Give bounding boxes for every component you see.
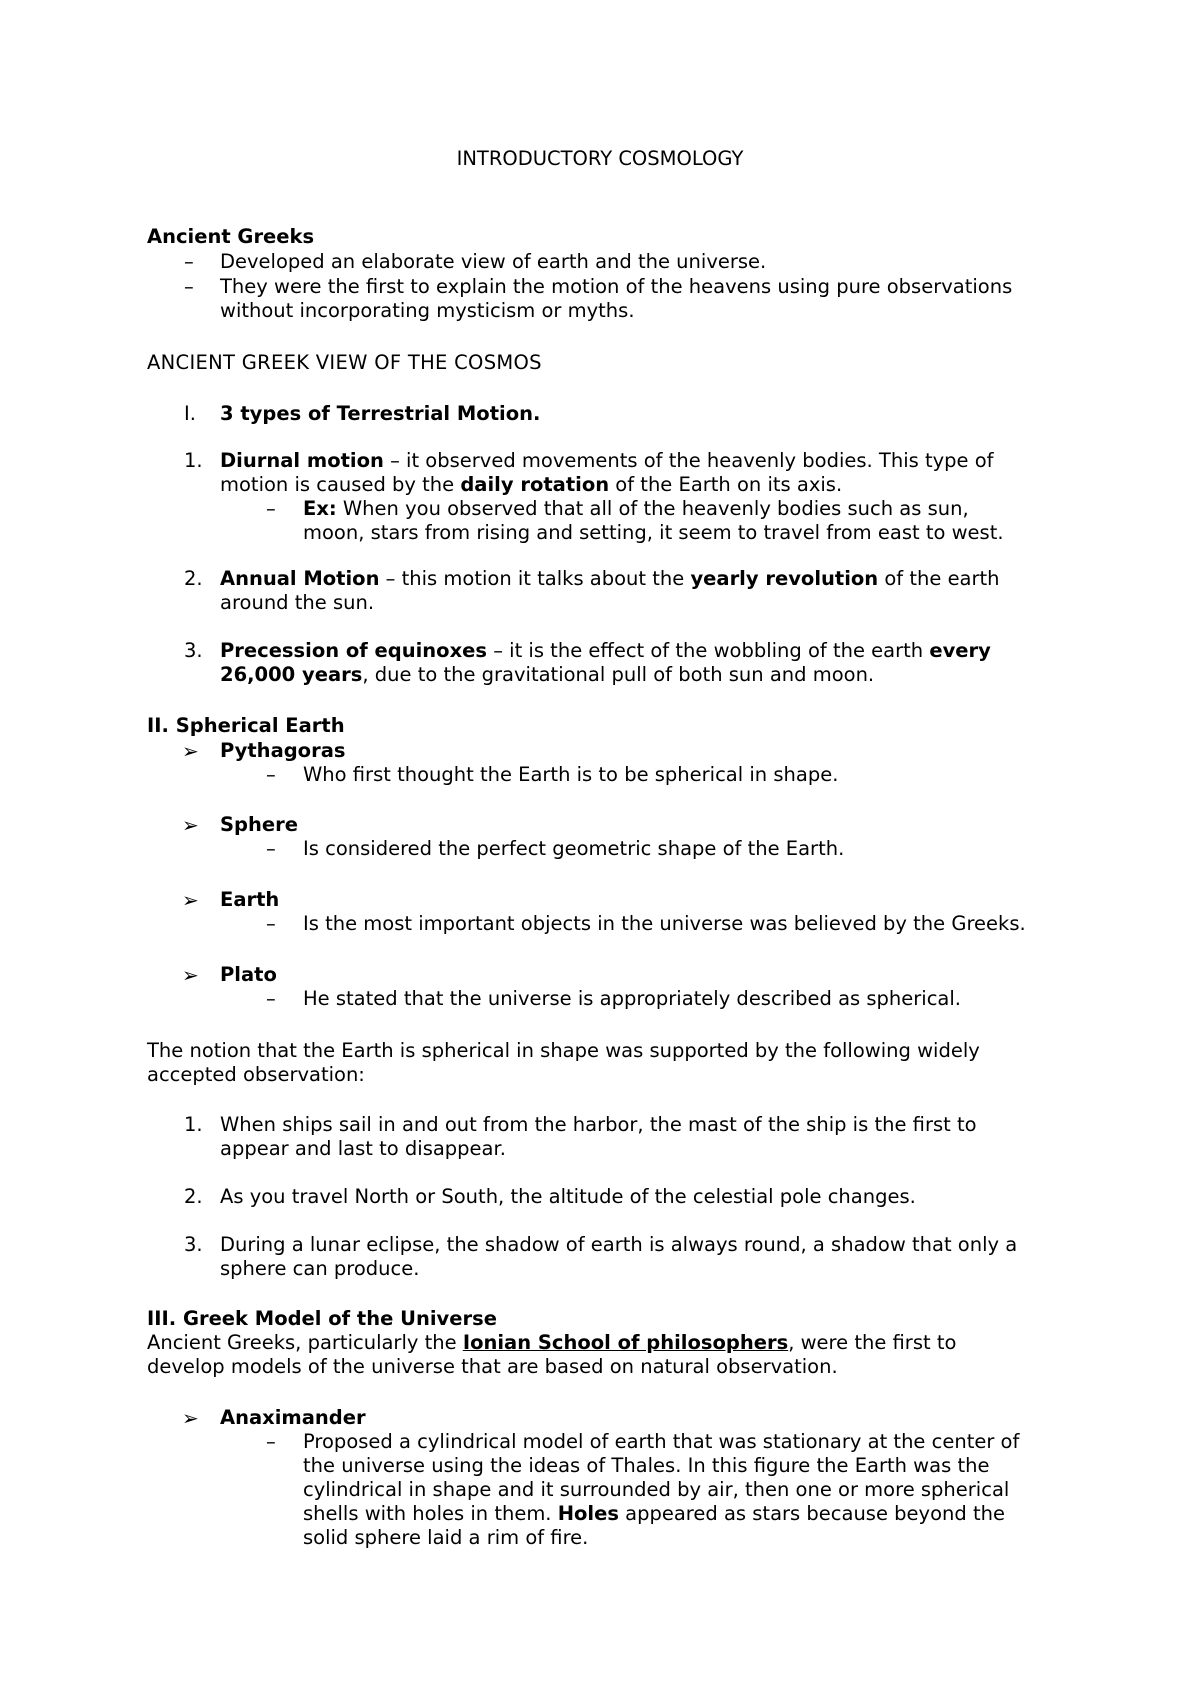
list-number: 3.	[184, 1233, 203, 1256]
list-item: During a lunar eclipse, the shadow of earth is always round, a shadow that only a	[220, 1233, 1018, 1256]
example-line: moon, stars from rising and setting, it seem to travel from east to west.	[303, 521, 1004, 544]
list-number: 2.	[184, 1185, 203, 1208]
list-item: sphere can produce.	[220, 1257, 420, 1280]
term: daily rotation	[460, 473, 610, 496]
paragraph-line: The notion that the Earth is spherical in shape was supported by the following widely	[147, 1039, 980, 1062]
item-name: Earth	[220, 888, 280, 911]
section-heading: III. Greek Model of the Universe	[147, 1307, 497, 1330]
text: of the earth	[878, 567, 1000, 590]
text: , due to the gravitational pull of both sun and moon.	[362, 663, 875, 686]
diurnal-line	[220, 449, 994, 473]
annual-line	[220, 567, 1000, 591]
text: When you observed that all of the heavenly bodies such as sun,	[336, 497, 969, 520]
chevron-icon: ➢	[182, 739, 199, 763]
chevron-icon: ➢	[182, 963, 199, 987]
example-label: Ex:	[303, 497, 337, 520]
dash-bullet: –	[266, 763, 276, 786]
dash-bullet: –	[184, 275, 194, 298]
term: yearly revolution	[690, 567, 879, 590]
list-item: appear and last to disappear.	[220, 1137, 506, 1160]
item-desc: the universe using the ideas of Thales. In this figure the Earth was the	[303, 1454, 990, 1477]
cosmos-heading: ANCIENT GREEK VIEW OF THE COSMOS	[147, 351, 542, 374]
text: Ancient Greeks, particularly the	[147, 1331, 463, 1354]
text: – it is the effect of the wobbling of the earth	[487, 639, 930, 662]
term: Annual Motion	[220, 567, 380, 590]
ancient-greeks-heading: Ancient Greeks	[147, 225, 315, 248]
annual-line: around the sun.	[220, 591, 375, 614]
dash-bullet: –	[266, 497, 276, 520]
list-number: 1.	[184, 449, 203, 472]
diurnal-line	[220, 473, 842, 497]
section-heading: II. Spherical Earth	[147, 714, 345, 737]
list-number: 1.	[184, 1113, 203, 1136]
section-heading: 3 types of Terrestrial Motion.	[220, 402, 541, 425]
list-number: 2.	[184, 567, 203, 590]
section-numeral: I.	[184, 402, 196, 425]
item-name: Pythagoras	[220, 739, 346, 762]
paragraph-line: accepted observation:	[147, 1063, 365, 1086]
item-name: Sphere	[220, 813, 298, 836]
list-item: They were the first to explain the motion of the heavens using pure observations	[220, 275, 1013, 298]
precession-line	[220, 663, 874, 687]
list-item: As you travel North or South, the altitude of the celestial pole changes.	[220, 1185, 916, 1208]
text: – this motion it talks about the	[379, 567, 691, 590]
dash-bullet: –	[266, 912, 276, 935]
dash-bullet: –	[266, 1430, 276, 1453]
term: Diurnal motion	[220, 449, 384, 472]
item-name: Anaximander	[220, 1406, 366, 1429]
list-item: When ships sail in and out from the harbor, the mast of the ship is the first to	[220, 1113, 977, 1136]
example-line	[303, 497, 969, 521]
item-desc: Proposed a cylindrical model of earth that was stationary at the center of	[303, 1430, 1020, 1453]
item-name: Plato	[220, 963, 277, 986]
ionian-school-link: Ionian School of philosophers	[462, 1331, 789, 1354]
precession-line	[220, 639, 991, 663]
text: shells with holes in them.	[303, 1502, 558, 1525]
paragraph-line: develop models of the universe that are based on natural observation.	[147, 1355, 838, 1378]
item-desc: solid sphere laid a rim of fire.	[303, 1526, 589, 1549]
list-item: without incorporating mysticism or myths.	[220, 299, 635, 322]
text: of the Earth on its axis.	[609, 473, 843, 496]
term: every	[929, 639, 991, 662]
dash-bullet: –	[184, 250, 194, 273]
text: , were the first to	[788, 1331, 957, 1354]
term: Precession of equinoxes	[220, 639, 487, 662]
page-title: INTRODUCTORY COSMOLOGY	[456, 147, 744, 170]
item-desc: Who first thought the Earth is to be spherical in shape.	[303, 763, 839, 786]
text: motion is caused by the	[220, 473, 461, 496]
item-desc: cylindrical in shape and it surrounded by air, then one or more spherical	[303, 1478, 1010, 1501]
item-desc: Is the most important objects in the universe was believed by the Greeks.	[303, 912, 1026, 935]
list-number: 3.	[184, 639, 203, 662]
list-item: Developed an elaborate view of earth and the universe.	[220, 250, 767, 273]
item-desc: He stated that the universe is appropriately described as spherical.	[303, 987, 962, 1010]
chevron-icon: ➢	[182, 813, 199, 837]
text: – it observed movements of the heavenly bodies. This type of	[383, 449, 994, 472]
chevron-icon: ➢	[182, 1406, 199, 1430]
item-desc	[303, 1502, 1005, 1526]
dash-bullet: –	[266, 837, 276, 860]
paragraph-line	[147, 1331, 956, 1355]
term: Holes	[557, 1502, 619, 1525]
dash-bullet: –	[266, 987, 276, 1010]
item-desc: Is considered the perfect geometric shape of the Earth.	[303, 837, 845, 860]
text: appeared as stars because beyond the	[618, 1502, 1005, 1525]
term: 26,000 years	[220, 663, 363, 686]
chevron-icon: ➢	[182, 888, 199, 912]
